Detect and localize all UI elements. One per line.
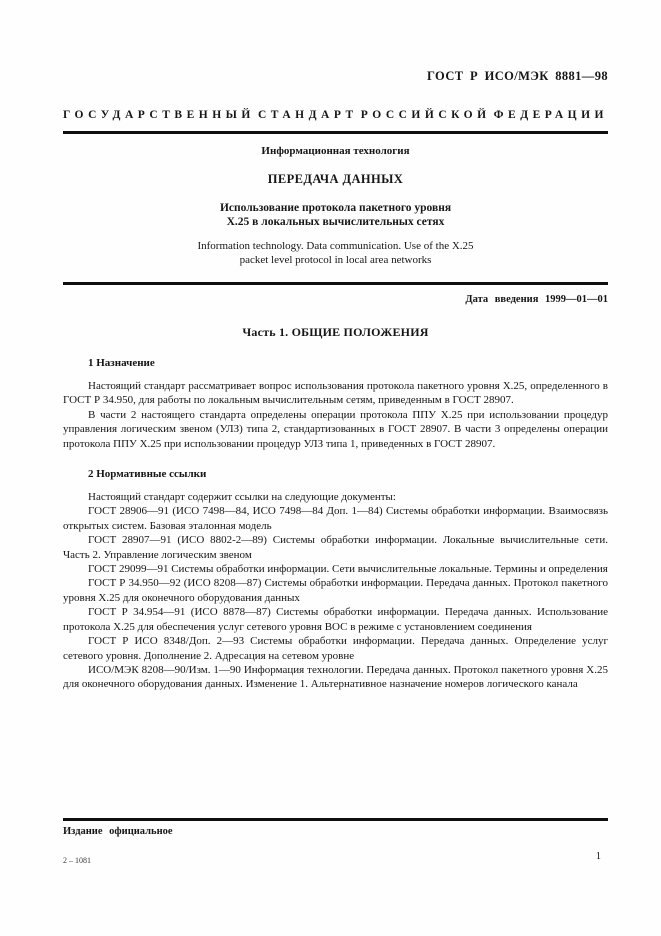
doc-title: ПЕРЕДАЧА ДАННЫХ bbox=[267, 172, 404, 186]
part-title: Часть 1. ОБЩИЕ ПОЛОЖЕНИЯ bbox=[242, 325, 429, 339]
doc-subtitle-ru-line1: Использование протокола пакетного уровня bbox=[219, 202, 452, 214]
reference-item: ГОСТ Р 34.954—91 (ИСО 8878—87) Системы обработки информации. Передача данных. Использование протокола Х.25 для обеспечения услуг сетевого уровня ВОС в режиме с установлением соединения bbox=[63, 606, 608, 633]
paragraph: В части 2 настоящего стандарта определены операции протокола ППУ Х.25 при использовании процедур управления логическим звеном (УЛЗ) типа 2, стандартизованных в ГОСТ 28907. В части 3 определены операции протокола ППУ Х.25 при использовании процедур УЛЗ типа 1, приведенных в ГОСТ 28907. bbox=[63, 408, 608, 450]
org-word: РОССИЙСКОЙ bbox=[360, 109, 491, 121]
effective-date: Дата введения 1999—01—01 bbox=[465, 294, 608, 305]
divider-mid bbox=[63, 282, 608, 285]
doc-subtitle-ru-line2: Х.25 в локальных вычислительных сетях bbox=[226, 216, 445, 228]
org-title bbox=[63, 109, 608, 121]
doc-subtitle-en bbox=[63, 240, 608, 267]
page-content bbox=[63, 0, 608, 692]
org-word: СТАНДАРТ bbox=[257, 109, 358, 121]
order-number: 2 – 1081 bbox=[63, 856, 91, 865]
paragraph: Настоящий стандарт содержит ссылки на следующие документы: bbox=[88, 491, 396, 504]
section-2-heading: 2 Нормативные ссылки bbox=[88, 468, 207, 481]
page-number: 1 bbox=[595, 851, 601, 862]
doc-code: ГОСТ Р ИСО/МЭК 8881—98 bbox=[427, 69, 608, 83]
reference-item: ИСО/МЭК 8208—90/Изм. 1—90 Информация технологии. Передача данных. Протокол пакетного уровня Х.25 для оконечного оборудования данных. Изменение 1. Альтернативное назначение номеров логического канала bbox=[63, 663, 608, 691]
reference-item: ГОСТ 29099—91 Системы обработки информации. Сети вычислительные локальные. Термины и определения bbox=[88, 563, 608, 576]
edition-note: Издание официальное bbox=[63, 826, 173, 837]
divider-footer bbox=[63, 818, 608, 821]
section-1-heading: 1 Назначение bbox=[88, 357, 155, 369]
doc-subtitle-ru bbox=[63, 201, 608, 229]
doc-subtitle-en-line2: packet level protocol in local area networks bbox=[239, 253, 432, 266]
reference-item: ГОСТ 28907—91 (ИСО 8802-2—89) Системы обработки информации. Локальные вычислительные сети. Часть 2. Управление логическим звеном bbox=[63, 534, 608, 561]
org-word: ГОСУДАРСТВЕННЫЙ bbox=[63, 109, 255, 121]
divider-top bbox=[63, 131, 608, 134]
paragraph: Настоящий стандарт рассматривает вопрос использования протокола пакетного уровня Х.25, определенного в ГОСТ Р 34.950, для работы по локальным вычислительным сетям, приведенным в ГОСТ 28907. bbox=[63, 380, 608, 407]
reference-item: ГОСТ Р ИСО 8348/Доп. 2—93 Системы обработки информации. Передача данных. Определение услуг сетевого уровня. Дополнение 2. Адресация на сетевом уровне bbox=[63, 635, 608, 662]
doc-subject: Информационная технология bbox=[261, 145, 410, 157]
doc-subtitle-en-line1: Information technology. Data communication. Use of the X.25 bbox=[197, 240, 474, 252]
reference-item: ГОСТ Р 34.950—92 (ИСО 8208—87) Системы обработки информации. Передача данных. Протокол пакетного уровня Х.25 для оконечного оборудования данных bbox=[63, 577, 608, 604]
reference-item: ГОСТ 28906—91 (ИСО 7498—84, ИСО 7498—84 Доп. 1—84) Системы обработки информации. Взаимосвязь открытых систем. Базовая эталонная модель bbox=[63, 505, 608, 532]
org-word: ФЕДЕРАЦИИ bbox=[493, 109, 608, 121]
